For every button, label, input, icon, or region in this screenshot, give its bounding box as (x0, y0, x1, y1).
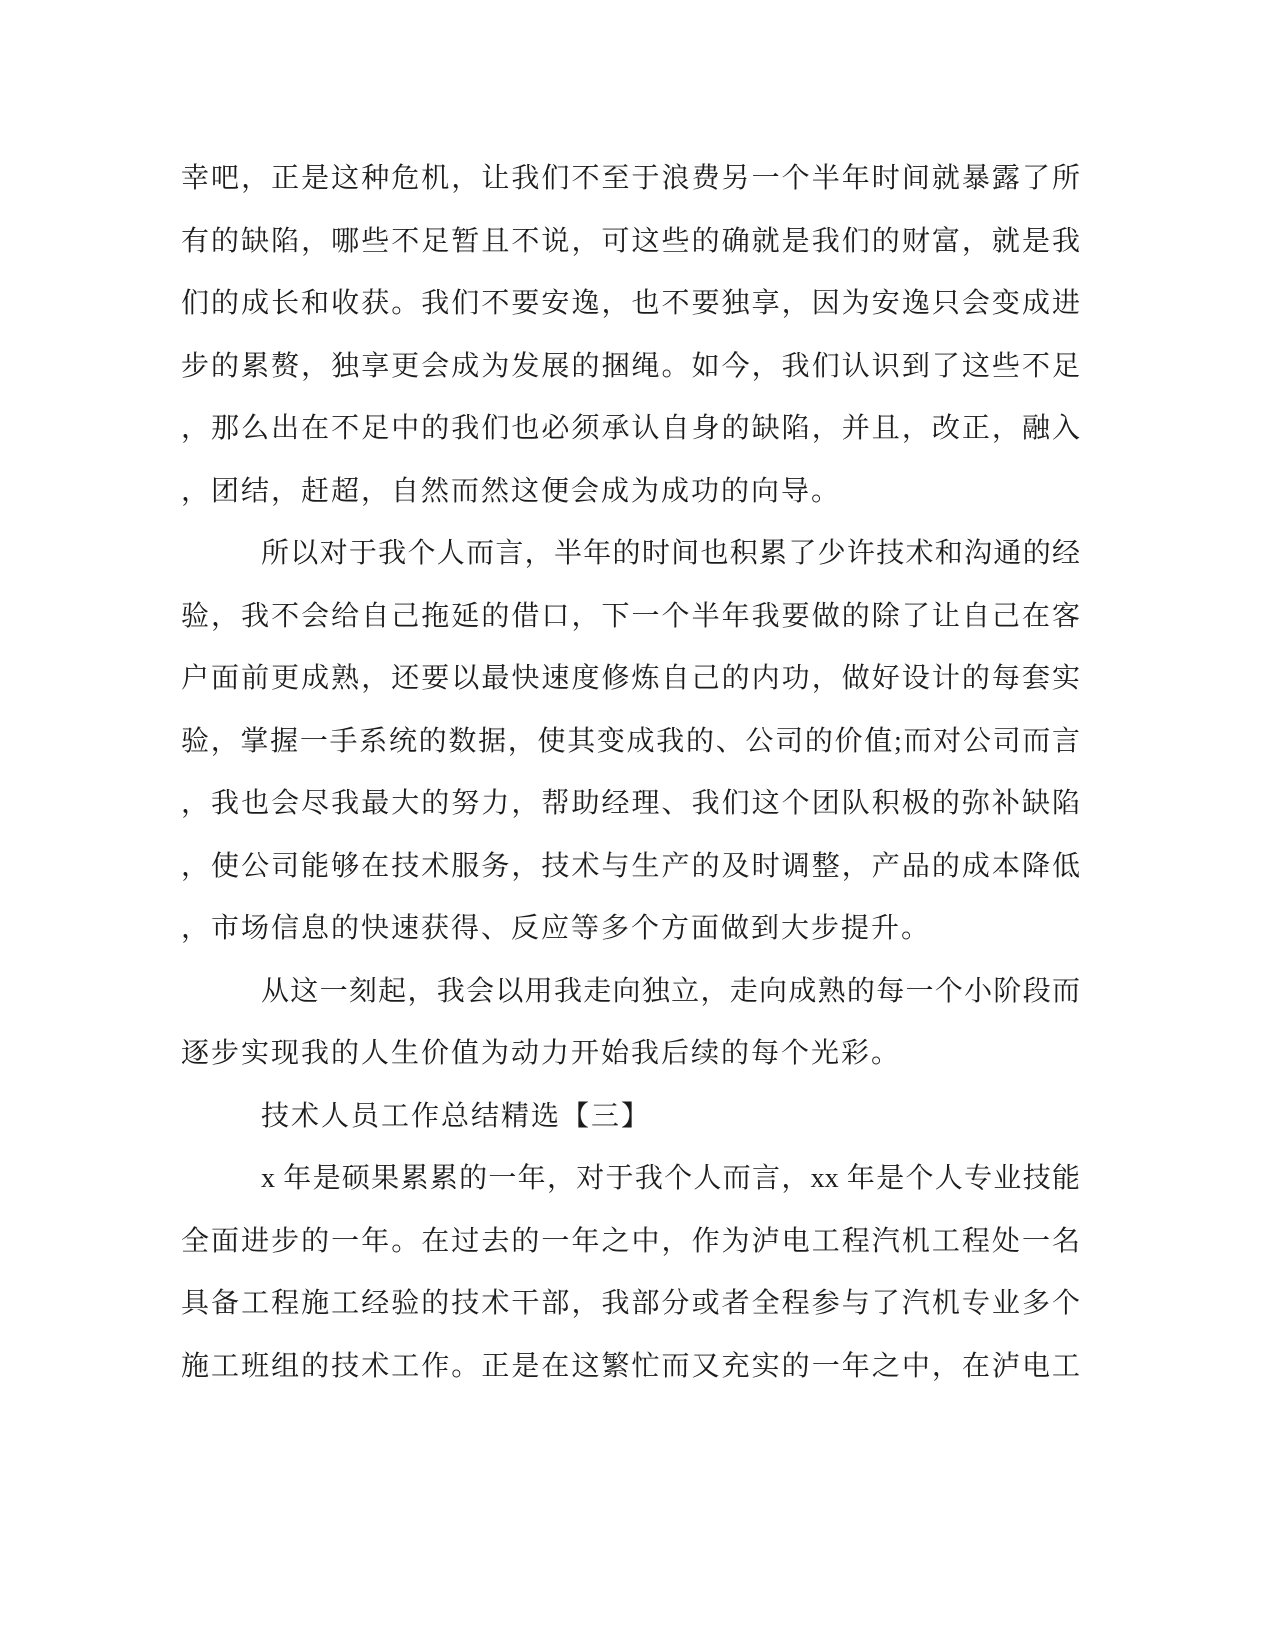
text-line: 幸吧，正是这种危机，让我们不至于浪费另一个半年时间就暴露了所 (181, 163, 1080, 194)
text-line: 技术人员工作总结精选【三】 (261, 1100, 652, 1132)
text-line: 验，掌握一手系统的数据，使其变成我的、公司的价值;而对公司而言 (181, 725, 1080, 757)
text-line: ，团结，赶超，自然而然这便会成为成功的向导。 (181, 475, 842, 507)
text-line: ，使公司能够在技术服务，技术与生产的及时调整，产品的成本降低 (181, 850, 1080, 882)
document-text (181, 148, 1080, 1398)
text-line: 具备工程施工经验的技术干部，我部分或者全程参与了汽机专业多个 (181, 1288, 1080, 1319)
text-line: 户面前更成熟，还要以最快速度修炼自己的内功，做好设计的每套实 (181, 663, 1080, 694)
text-line: 逐步实现我的人生价值为动力开始我后续的每个光彩。 (181, 1038, 902, 1069)
text-line: 验，我不会给自己拖延的借口，下一个半年我要做的除了让自己在客 (181, 600, 1080, 632)
text-line: ，那么出在不足中的我们也必须承认自身的缺陷，并且，改正，融入 (181, 413, 1080, 444)
text-line: 从这一刻起，我会以用我走向独立，走向成熟的每一个小阶段而 (261, 975, 1080, 1007)
text-line: 所以对于我个人而言，半年的时间也积累了少许技术和沟通的经 (261, 538, 1080, 569)
text-line: ，我也会尽我最大的努力，帮助经理、我们这个团队积极的弥补缺陷 (181, 788, 1080, 819)
text-line: 有的缺陷，哪些不足暂且不说，可这些的确就是我们的财富，就是我 (181, 225, 1080, 257)
text-line: 全面进步的一年。在过去的一年之中，作为泸电工程汽机工程处一名 (181, 1225, 1080, 1257)
text-line: ，市场信息的快速获得、反应等多个方面做到大步提升。 (181, 913, 932, 944)
text-line: 施工班组的技术工作。正是在这繁忙而又充实的一年之中，在泸电工 (181, 1350, 1080, 1382)
text-line: 步的累赘，独享更会成为发展的捆绳。如今，我们认识到了这些不足 (181, 350, 1080, 382)
text-line: x 年是硕果累累的一年，对于我个人而言，xx 年是个人专业技能 (261, 1163, 1080, 1194)
text-line: 们的成长和收获。我们不要安逸，也不要独享，因为安逸只会变成进 (181, 288, 1080, 319)
